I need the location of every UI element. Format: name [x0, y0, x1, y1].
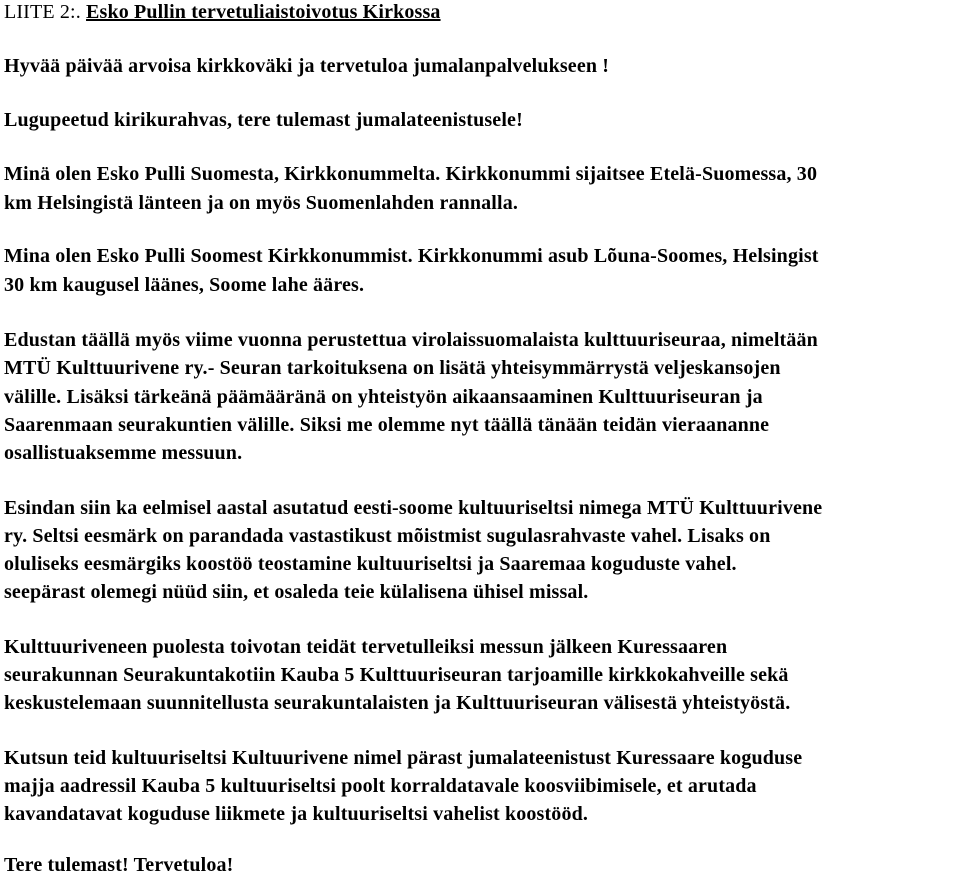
- society-finnish-line: Edustan täällä myös viime vuonna perustettua virolaissuomalaista kulttuuriseuraa, nimeltään: [4, 329, 818, 351]
- society-finnish-line: MTÜ Kulttuurivene ry.- Seuran tarkoituksena on lisätä yhteisymmärrystä veljeskansojen: [4, 357, 781, 379]
- greeting-estonian: Lugupeetud kirikurahvas, tere tulemast jumalateenistusele!: [4, 109, 523, 131]
- invite-estonian-line: Kutsun teid kultuuriseltsi Kultuurivene nimel pärast jumalateenistust Kuressaare koguduse: [4, 747, 803, 769]
- intro-finnish-line: km Helsingistä länteen ja on myös Suomenlahden rannalla.: [4, 192, 519, 214]
- society-finnish-line: Saarenmaan seurakuntien välille. Siksi me olemme nyt täällä tänään teidän vieraananne: [4, 414, 770, 436]
- society-finnish-line: välille. Lisäksi tärkeänä päämääränä on yhteistyön aikaansaaminen Kulttuuriseuran ja: [4, 386, 763, 408]
- society-estonian-line: ry. Seltsi eesmärk on parandada vastastikust mõistmist sugulasrahvaste vahel. Lisaks on: [4, 525, 771, 547]
- intro-estonian-line: 30 km kaugusel läänes, Soome lahe ääres.: [4, 274, 365, 296]
- society-finnish-line: osallistuaksemme messuun.: [4, 442, 243, 464]
- greeting-finnish: Hyvää päivää arvoisa kirkkoväki ja tervetuloa jumalanpalvelukseen !: [4, 55, 610, 77]
- title-heading: Esko Pullin tervetuliaistoivotus Kirkossa: [86, 1, 441, 23]
- title-prefix: LIITE 2:.: [4, 1, 87, 23]
- intro-finnish-line: Minä olen Esko Pulli Suomesta, Kirkkonummelta. Kirkkonummi sijaitsee Etelä-Suomessa, 30: [4, 163, 818, 185]
- society-estonian-line: oluliseks eesmärgiks koostöö teostamine kultuuriseltsi ja Saaremaa koguduste vahel.: [4, 553, 737, 575]
- intro-estonian-line: Mina olen Esko Pulli Soomest Kirkkonummist. Kirkkonummi asub Lõuna-Soomes, Helsingist: [4, 245, 819, 267]
- society-estonian-line: Esindan siin ka eelmisel aastal asutatud eesti-soome kultuuriseltsi nimega MTÜ Kulttuurivene: [4, 497, 823, 519]
- invite-estonian-line: kavandatavat koguduse liikmete ja kultuuriseltsi vahelist koostööd.: [4, 803, 589, 825]
- society-estonian-line: seepärast olemegi nüüd siin, et osaleda teie külalisena ühisel missal.: [4, 581, 589, 603]
- invite-finnish-line: Kulttuuriveneen puolesta toivotan teidät tervetulleiksi messun jälkeen Kuressaaren: [4, 636, 728, 658]
- invite-estonian-line: majja aadressil Kauba 5 kultuuriseltsi poolt korraldatavale koosviibimisele, et arutada: [4, 775, 757, 797]
- closing-line: Tere tulemast! Tervetuloa!: [4, 854, 234, 876]
- document-title: [4, 0, 441, 24]
- invite-finnish-line: keskustelemaan suunnitellusta seurakuntalaisten ja Kulttuuriseuran välisestä yhteistyöstä.: [4, 692, 791, 714]
- invite-finnish-line: seurakunnan Seurakuntakotiin Kauba 5 Kulttuuriseuran tarjoamille kirkkokahveille sekä: [4, 664, 789, 686]
